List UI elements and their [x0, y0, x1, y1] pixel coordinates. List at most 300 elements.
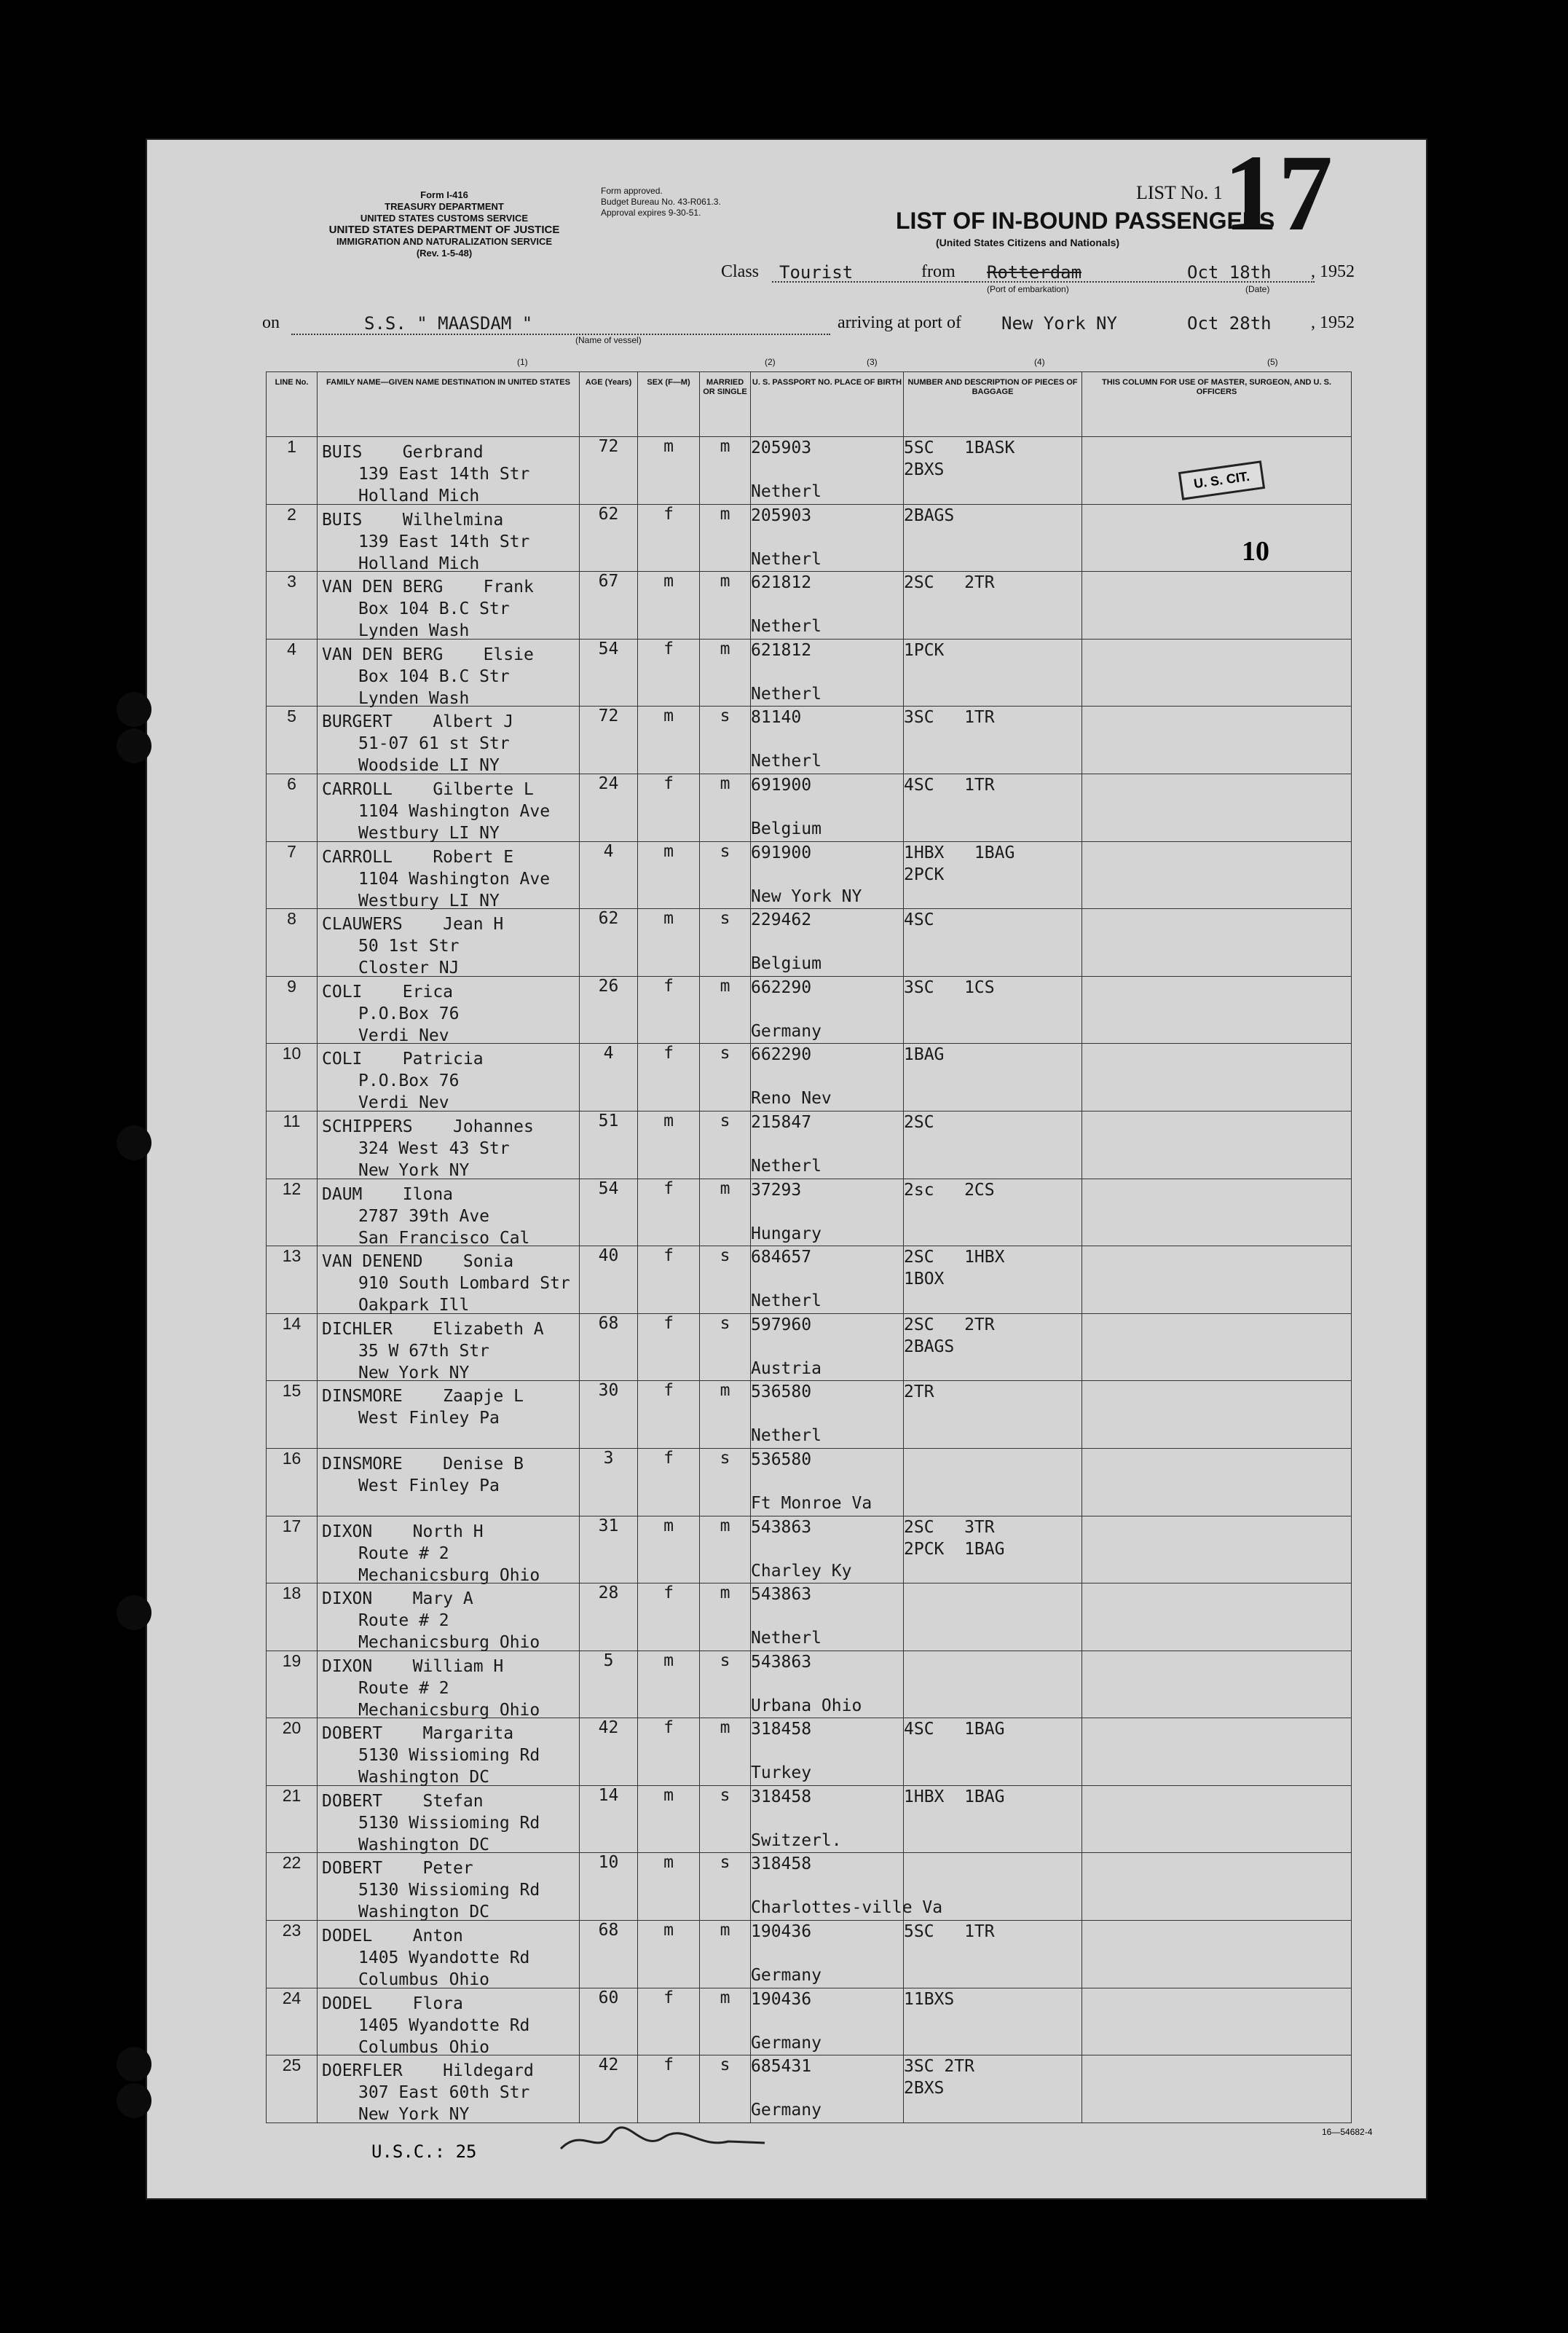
- passenger-row: [267, 1516, 1352, 1583]
- place-of-birth: Netherl: [751, 549, 822, 569]
- passenger-row: [267, 2055, 1352, 2123]
- line-number: 14: [267, 1313, 318, 1381]
- line-number: 24: [267, 1988, 318, 2055]
- marital-status: s: [700, 1044, 751, 1112]
- address-line-1: 139 East 14th Str: [358, 465, 530, 484]
- baggage: 2SC 2TR: [904, 572, 1082, 640]
- sex: f: [638, 504, 700, 572]
- sex: m: [638, 1853, 700, 1921]
- line-number: 9: [267, 976, 318, 1044]
- marital-status: s: [700, 909, 751, 977]
- passport-number: 37293: [751, 1180, 802, 1200]
- baggage: 4SC 1BAG: [904, 1718, 1082, 1786]
- address-line-1: 35 W 67th Str: [358, 1341, 490, 1361]
- sex: f: [638, 1988, 700, 2055]
- given-name: William H: [412, 1656, 504, 1676]
- age: 67: [580, 572, 638, 640]
- punch-hole: [117, 692, 151, 727]
- marital-status: m: [700, 504, 751, 572]
- family-name: CARROLL: [322, 847, 393, 867]
- age: 4: [580, 841, 638, 909]
- passenger-row: [267, 1651, 1352, 1718]
- arriving-label: arriving at port of: [838, 313, 961, 332]
- address-line-2: Washington DC: [358, 1835, 490, 1854]
- place-of-birth: Belgium: [751, 819, 822, 838]
- sex: f: [638, 1583, 700, 1651]
- sex: f: [638, 1381, 700, 1449]
- passport-cell: [751, 1718, 904, 1786]
- header-baggage: NUMBER AND DESCRIPTION OF PIECES OF BAGGAGE: [904, 372, 1082, 437]
- name-cell: [318, 1448, 580, 1516]
- sex: f: [638, 1313, 700, 1381]
- col-number: (4): [1034, 357, 1045, 367]
- line-number: 21: [267, 1785, 318, 1853]
- age: 5: [580, 1651, 638, 1718]
- passport-cell: [751, 437, 904, 505]
- col-number: (5): [1267, 357, 1278, 367]
- line-number: 2: [267, 504, 318, 572]
- passenger-row: [267, 1179, 1352, 1246]
- address-line-2: New York NY: [358, 1160, 470, 1180]
- family-name: DAUM: [322, 1184, 363, 1204]
- officer-use-cell: [1082, 1381, 1352, 1449]
- family-name: DINSMORE: [322, 1454, 403, 1474]
- family-name: SCHIPPERS: [322, 1117, 413, 1136]
- passport-number: 621812: [751, 640, 812, 660]
- line-number: 7: [267, 841, 318, 909]
- given-name: North H: [412, 1522, 484, 1541]
- passport-cell: [751, 1044, 904, 1112]
- officer-use-cell: [1082, 1921, 1352, 1988]
- name-cell: [318, 841, 580, 909]
- marital-status: m: [700, 437, 751, 505]
- passport-number: 684657: [751, 1248, 812, 1267]
- sex: m: [638, 1921, 700, 1988]
- usc-count: U.S.C.: 25: [371, 2141, 477, 2162]
- family-name: DOERFLER: [322, 2061, 403, 2081]
- age: 4: [580, 1044, 638, 1112]
- officer-use-cell: [1082, 1044, 1352, 1112]
- family-name: BURGERT: [322, 712, 393, 732]
- name-cell: [318, 1381, 580, 1449]
- form-subtitle: (United States Citizens and Nationals): [936, 237, 1120, 248]
- passport-cell: [751, 1651, 904, 1718]
- passport-cell: [751, 1246, 904, 1314]
- given-name: Gerbrand: [402, 443, 484, 462]
- address-line-1: P.O.Box 76: [358, 1071, 460, 1091]
- form-issuer-header: Form I-416 TREASURY DEPARTMENT UNITED STATES CUSTOMS SERVICE UNITED STATES DEPARTMENT OF JUSTICE IMMIGRATION AND NATURALIZATION SERVICE (Rev. 1-5-48): [328, 189, 560, 259]
- line-number: 17: [267, 1516, 318, 1583]
- baggage: [904, 1583, 1082, 1651]
- sex: f: [638, 1246, 700, 1314]
- marital-status: m: [700, 976, 751, 1044]
- passport-cell: [751, 774, 904, 841]
- line-number: 8: [267, 909, 318, 977]
- address-line-2: Washington DC: [358, 1903, 490, 1922]
- age: 28: [580, 1583, 638, 1651]
- baggage: 1HBX 1BAG: [904, 1785, 1082, 1853]
- passport-cell: [751, 1448, 904, 1516]
- place-of-birth: Ft Monroe Va: [751, 1493, 872, 1513]
- officer-use-cell: [1082, 841, 1352, 909]
- passenger-row: [267, 1853, 1352, 1921]
- passport-number: 621812: [751, 573, 812, 593]
- given-name: Mary A: [412, 1589, 473, 1609]
- given-name: Denise B: [443, 1454, 524, 1474]
- baggage: 2SC: [904, 1111, 1082, 1179]
- age: 54: [580, 1179, 638, 1246]
- given-name: Jean H: [443, 915, 504, 935]
- place-of-birth: Charlottes-ville Va: [751, 1898, 943, 1918]
- family-name: DODEL: [322, 1994, 373, 2013]
- passenger-row: [267, 1044, 1352, 1112]
- passport-number: 318458: [751, 1854, 812, 1874]
- from-label: from: [921, 262, 956, 281]
- given-name: Zaapje L: [443, 1387, 524, 1407]
- sex: f: [638, 1044, 700, 1112]
- baggage: 2SC 1HBX 1BOX: [904, 1246, 1082, 1314]
- baggage: [904, 1651, 1082, 1718]
- header-age: AGE (Years): [580, 372, 638, 437]
- punch-hole: [117, 1595, 151, 1630]
- address-line-1: 307 East 60th Str: [358, 2083, 530, 2103]
- family-name: VAN DEN BERG: [322, 645, 444, 664]
- place-of-birth: Switzerl.: [751, 1830, 842, 1850]
- line-number: 11: [267, 1111, 318, 1179]
- address-line-1: 2787 39th Ave: [358, 1206, 490, 1226]
- officer-use-cell: [1082, 1583, 1352, 1651]
- family-name: BUIS: [322, 510, 363, 530]
- family-name: DOBERT: [322, 1791, 383, 1811]
- passport-number: 691900: [751, 843, 812, 862]
- name-cell: [318, 774, 580, 841]
- marital-status: m: [700, 1516, 751, 1583]
- line-number: 13: [267, 1246, 318, 1314]
- address-line-1: Box 104 B.C Str: [358, 666, 510, 686]
- passport-number: 685431: [751, 2057, 812, 2077]
- passenger-row: [267, 572, 1352, 640]
- place-of-birth: Austria: [751, 1358, 822, 1378]
- passport-cell: [751, 1381, 904, 1449]
- address-line-1: 5130 Wissioming Rd: [358, 1746, 540, 1766]
- passenger-row: [267, 774, 1352, 841]
- header-name: FAMILY NAME—GIVEN NAME DESTINATION IN UNITED STATES: [318, 372, 580, 437]
- age: 40: [580, 1246, 638, 1314]
- baggage: 3SC 1CS: [904, 976, 1082, 1044]
- place-of-birth: Netherl: [751, 617, 822, 637]
- family-name: DOBERT: [322, 1724, 383, 1744]
- sex: m: [638, 1516, 700, 1583]
- departure-date: Oct 18th: [1187, 262, 1272, 283]
- passport-number: 318458: [751, 1720, 812, 1739]
- address-line-1: 1104 Washington Ave: [358, 869, 551, 889]
- baggage: 4SC: [904, 909, 1082, 977]
- age: 68: [580, 1313, 638, 1381]
- on-label: on: [262, 313, 280, 332]
- officer-use-cell: [1082, 1111, 1352, 1179]
- officer-use-cell: [1082, 1785, 1352, 1853]
- sex: m: [638, 909, 700, 977]
- sex: f: [638, 976, 700, 1044]
- officer-use-cell: [1082, 572, 1352, 640]
- baggage: 1HBX 1BAG 2PCK: [904, 841, 1082, 909]
- name-cell: [318, 1111, 580, 1179]
- address-line-2: West Finley Pa: [358, 1476, 500, 1495]
- name-cell: [318, 1246, 580, 1314]
- place-of-birth: Germany: [751, 2101, 822, 2120]
- age: 68: [580, 1921, 638, 1988]
- address-line-2: Mechanicsburg Ohio: [358, 1633, 540, 1653]
- family-name: DICHLER: [322, 1319, 393, 1339]
- passport-cell: [751, 2055, 904, 2123]
- place-of-birth: Germany: [751, 1021, 822, 1041]
- place-of-birth: Netherl: [751, 1426, 822, 1446]
- name-cell: [318, 1583, 580, 1651]
- baggage: 2SC 2TR 2BAGS: [904, 1313, 1082, 1381]
- age: 60: [580, 1988, 638, 2055]
- name-cell: [318, 1179, 580, 1246]
- address-line-1: 1104 Washington Ave: [358, 801, 551, 821]
- sex: f: [638, 2055, 700, 2123]
- address-line-2: West Finley Pa: [358, 1409, 500, 1428]
- address-line-1: Route # 2: [358, 1678, 449, 1698]
- age: 26: [580, 976, 638, 1044]
- passenger-table: [266, 371, 1352, 2123]
- given-name: Elizabeth A: [433, 1319, 544, 1339]
- sex: f: [638, 1718, 700, 1786]
- address-line-2: New York NY: [358, 2105, 470, 2125]
- place-of-birth: Netherl: [751, 482, 822, 501]
- family-name: DODEL: [322, 1927, 373, 1946]
- age: 10: [580, 1853, 638, 1921]
- passport-cell: [751, 1988, 904, 2055]
- passport-cell: [751, 1853, 943, 1921]
- header-passport: U. S. PASSPORT NO. PLACE OF BIRTH: [751, 372, 904, 437]
- address-line-1: 910 South Lombard Str: [358, 1274, 570, 1294]
- line-number: 16: [267, 1448, 318, 1516]
- line-number: 25: [267, 2055, 318, 2123]
- marital-status: s: [700, 707, 751, 774]
- passport-number: 597960: [751, 1315, 812, 1334]
- passport-cell: [751, 639, 904, 707]
- marital-status: m: [700, 1921, 751, 1988]
- sex: m: [638, 1111, 700, 1179]
- marital-status: m: [700, 572, 751, 640]
- passenger-row: [267, 707, 1352, 774]
- age: 30: [580, 1381, 638, 1449]
- col-number: (1): [517, 357, 528, 367]
- given-name: Johannes: [453, 1117, 534, 1136]
- address-line-1: 5130 Wissioming Rd: [358, 1813, 540, 1833]
- name-cell: [318, 1651, 580, 1718]
- given-name: Patricia: [402, 1050, 484, 1069]
- sex: m: [638, 841, 700, 909]
- arrival-port: New York NY: [1001, 313, 1117, 334]
- address-line-2: Westbury LI NY: [358, 891, 500, 910]
- passport-number: 190436: [751, 1922, 812, 1942]
- passport-cell: [751, 909, 904, 977]
- age: 72: [580, 707, 638, 774]
- date-caption: (Date): [1245, 284, 1270, 294]
- family-name: DIXON: [322, 1522, 373, 1541]
- address-line-2: Woodside LI NY: [358, 756, 500, 776]
- passenger-row: [267, 976, 1352, 1044]
- place-of-birth: Reno Nev: [751, 1089, 832, 1109]
- passport-cell: [751, 1583, 904, 1651]
- officer-use-cell: [1082, 1179, 1352, 1246]
- name-cell: [318, 437, 580, 505]
- given-name: Anton: [412, 1927, 463, 1946]
- marital-status: m: [700, 1583, 751, 1651]
- given-name: Flora: [412, 1994, 463, 2013]
- sex: m: [638, 707, 700, 774]
- given-name: Robert E: [433, 847, 514, 867]
- family-name: DOBERT: [322, 1859, 383, 1878]
- address-line-2: Closter NJ: [358, 959, 460, 978]
- address-line-1: 50 1st Str: [358, 937, 460, 956]
- name-cell: [318, 976, 580, 1044]
- passport-number: 543863: [751, 1517, 812, 1537]
- officer-use-cell: [1082, 1246, 1352, 1314]
- given-name: Hildegard: [443, 2061, 534, 2081]
- passport-number: 205903: [751, 505, 812, 525]
- marital-status: s: [700, 1448, 751, 1516]
- place-of-birth: New York NY: [751, 886, 862, 906]
- page-number: 17: [1224, 133, 1333, 253]
- officer-use-cell: [1082, 1516, 1352, 1583]
- baggage: 2SC 3TR 2PCK 1BAG: [904, 1516, 1082, 1583]
- baggage: 5SC 1TR: [904, 1921, 1082, 1988]
- age: 42: [580, 2055, 638, 2123]
- passenger-row: [267, 1381, 1352, 1449]
- address-line-2: Westbury LI NY: [358, 823, 500, 843]
- sex: f: [638, 639, 700, 707]
- passport-cell: [751, 1921, 904, 1988]
- name-cell: [318, 1853, 580, 1921]
- passport-number: 691900: [751, 775, 812, 795]
- address-line-1: 324 West 43 Str: [358, 1138, 510, 1158]
- line-number: 19: [267, 1651, 318, 1718]
- sex: m: [638, 572, 700, 640]
- passenger-row: [267, 1988, 1352, 2055]
- given-name: Sonia: [462, 1252, 514, 1272]
- given-name: Erica: [402, 982, 454, 1002]
- passport-cell: [751, 1785, 904, 1853]
- baggage: 1BAG: [904, 1044, 1082, 1112]
- line-number: 10: [267, 1044, 318, 1112]
- passport-number: 543863: [751, 1585, 812, 1605]
- marital-status: s: [700, 1313, 751, 1381]
- arrival-date: Oct 28th: [1187, 313, 1272, 334]
- place-of-birth: Germany: [751, 1966, 822, 1986]
- age: 31: [580, 1516, 638, 1583]
- officer-use-cell: [1082, 1313, 1352, 1381]
- address-line-2: Columbus Ohio: [358, 1970, 490, 1990]
- name-cell: [318, 1044, 580, 1112]
- manifest-page: [146, 133, 1427, 2200]
- marital-status: s: [700, 1853, 751, 1921]
- address-line-1: 139 East 14th Str: [358, 532, 530, 551]
- marital-status: s: [700, 841, 751, 909]
- family-name: DINSMORE: [322, 1387, 403, 1407]
- baggage: 2BAGS: [904, 504, 1082, 572]
- passport-number: 662290: [751, 1045, 812, 1065]
- given-name: Frank: [483, 578, 534, 597]
- age: 54: [580, 639, 638, 707]
- passenger-row: [267, 1111, 1352, 1179]
- passenger-row: [267, 1785, 1352, 1853]
- address-line-2: Verdi Nev: [358, 1093, 449, 1113]
- name-cell: [318, 707, 580, 774]
- signature-icon: [553, 2120, 772, 2163]
- family-name: DIXON: [322, 1589, 373, 1609]
- place-of-birth: Netherl: [751, 684, 822, 704]
- name-cell: [318, 909, 580, 977]
- place-of-birth: Germany: [751, 2033, 822, 2053]
- passport-number: 190436: [751, 1989, 812, 2009]
- family-name: BUIS: [322, 443, 363, 462]
- passport-cell: [751, 976, 904, 1044]
- officer-mark: 10: [1242, 536, 1269, 567]
- address-line-2: New York NY: [358, 1363, 470, 1382]
- sex: f: [638, 774, 700, 841]
- address-line-1: 5130 Wissioming Rd: [358, 1881, 540, 1900]
- address-line-2: San Francisco Cal: [358, 1228, 530, 1248]
- family-name: CLAUWERS: [322, 915, 403, 935]
- passport-cell: [751, 841, 904, 909]
- given-name: Gilberte L: [433, 779, 534, 799]
- place-of-birth: Netherl: [751, 1156, 822, 1176]
- name-cell: [318, 572, 580, 640]
- address-line-1: Route # 2: [358, 1543, 449, 1563]
- passenger-row: [267, 1921, 1352, 1988]
- family-name: VAN DEN BERG: [322, 578, 444, 597]
- family-name: COLI: [322, 1050, 363, 1069]
- vessel-name: S.S. " MAASDAM ": [364, 313, 533, 334]
- marital-status: m: [700, 774, 751, 841]
- place-of-birth: Belgium: [751, 954, 822, 974]
- baggage: 4SC 1TR: [904, 774, 1082, 841]
- age: 72: [580, 437, 638, 505]
- officer-use-cell: [1082, 774, 1352, 841]
- name-cell: [318, 1313, 580, 1381]
- given-name: Wilhelmina: [402, 510, 504, 530]
- given-name: Albert J: [433, 712, 514, 732]
- address-line-2: Lynden Wash: [358, 688, 470, 708]
- form-title: LIST OF IN-BOUND PASSENGERS: [896, 208, 1275, 234]
- marital-status: m: [700, 639, 751, 707]
- sex: m: [638, 1651, 700, 1718]
- line-number: 6: [267, 774, 318, 841]
- name-cell: [318, 1921, 580, 1988]
- given-name: Margarita: [422, 1724, 514, 1744]
- officer-use-cell: [1082, 639, 1352, 707]
- passport-number: 215847: [751, 1112, 812, 1132]
- passenger-row: [267, 909, 1352, 977]
- marital-status: s: [700, 1111, 751, 1179]
- passport-number: 81140: [751, 708, 802, 728]
- address-line-2: Oakpark Ill: [358, 1296, 470, 1315]
- passport-number: 205903: [751, 438, 812, 457]
- officer-use-cell: [1082, 1718, 1352, 1786]
- class-label: Class: [721, 262, 760, 281]
- officer-use-cell: [1082, 976, 1352, 1044]
- departure-year: , 1952: [1311, 262, 1355, 281]
- name-cell: [318, 1718, 580, 1786]
- col-number: (2): [765, 357, 776, 367]
- address-line-2: Washington DC: [358, 1768, 490, 1787]
- baggage: [904, 1448, 1082, 1516]
